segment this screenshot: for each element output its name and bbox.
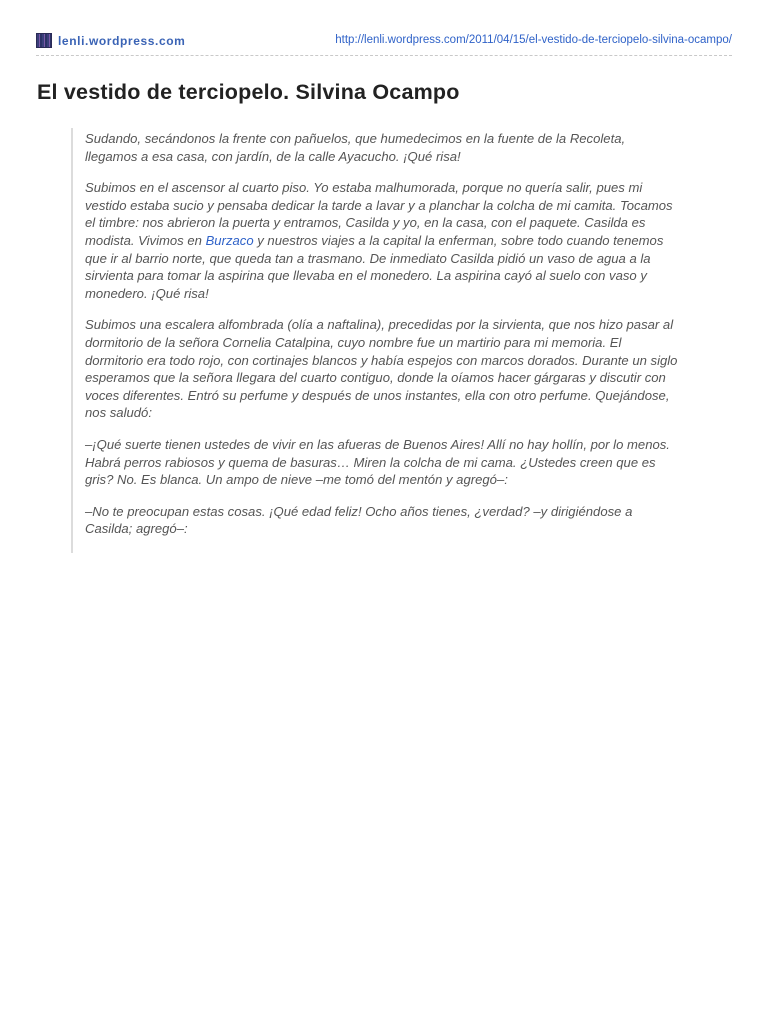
page-header <box>36 30 732 56</box>
paragraph-3: Subimos una escalera alfombrada (olía a naftalina), precedidas por la sirvienta, que nos hizo pasar al dormitorio de la señora Cornelia Catalpina, cuyo nombre fue un martirio para mi memoria. El dormitorio era todo rojo, con cortinajes blancos y había espejos con marcos dorados. Durante un siglo esperamos que la señora llegara del cuarto contiguo, donde la oíamos hacer gárgaras y discutir con voces diferentes. Entró su perfume y después de unos instantes, ella con otro perfume. Quejándose, nos saludó: <box>85 317 678 421</box>
paragraph-5: –No te preocupan estas cosas. ¡Qué edad feliz! Ocho años tienes, ¿verdad? –y dirigiéndose a Casilda; agregó–: <box>85 503 633 537</box>
paragraph-2-text-after: y nuestros viajes a la capital la enferman, sobre todo cuando tenemos que ir al barrio norte, que queda tan a trasmano. De inmediato Casilda pidió un vaso de agua a la sirvienta para tomar la aspirina que llevaba en el monedero. La aspirina cayó al suelo con vaso y monedero. ¡Qué risa! <box>85 232 664 301</box>
article-title: El vestido de terciopelo. Silvina Ocampo <box>37 80 460 104</box>
article-blockquote <box>71 128 681 553</box>
paragraph-2-text-before: Subimos en el ascensor al cuarto piso. Yo estaba malhumorada, porque no quería salir, pues mi vestido estaba sucio y pensaba dedicar la tarde a lavar y a planchar la colcha de mi camita. Tocamos el timbre: nos abrieron la puerta y entramos, Casilda y yo, en la casa, con el paquete. Casilda es modista. Vivimos en <box>85 180 673 248</box>
paragraph-1: Sudando, secándonos la frente con pañuelos, que humedecimos en la fuente de la Recoleta, llegamos a esa casa, con jardín, de la calle Ayacucho. ¡Qué risa! <box>85 131 626 164</box>
burzaco-link[interactable]: Burzaco <box>205 232 254 248</box>
header-divider <box>36 55 732 56</box>
book-icon <box>36 33 52 48</box>
paragraph-2 <box>85 179 681 302</box>
paragraph-4: –¡Qué suerte tienen ustedes de vivir en las afueras de Buenos Aires! Allí no hay hollín, por lo menos. Habrá perros rabiosos y quema de basuras… Miren la colcha de mi cama. ¿Ustedes creen que es gris? No. Es blanca. Un ampo de nieve –me tomó del mentón y agregó–: <box>85 436 670 488</box>
site-branding[interactable] <box>36 33 185 48</box>
article-url-link[interactable]: http://lenli.wordpress.com/2011/04/15/el-vestido-de-terciopelo-silvina-ocampo/ <box>335 34 732 46</box>
site-name[interactable]: lenli.wordpress.com <box>58 33 186 48</box>
